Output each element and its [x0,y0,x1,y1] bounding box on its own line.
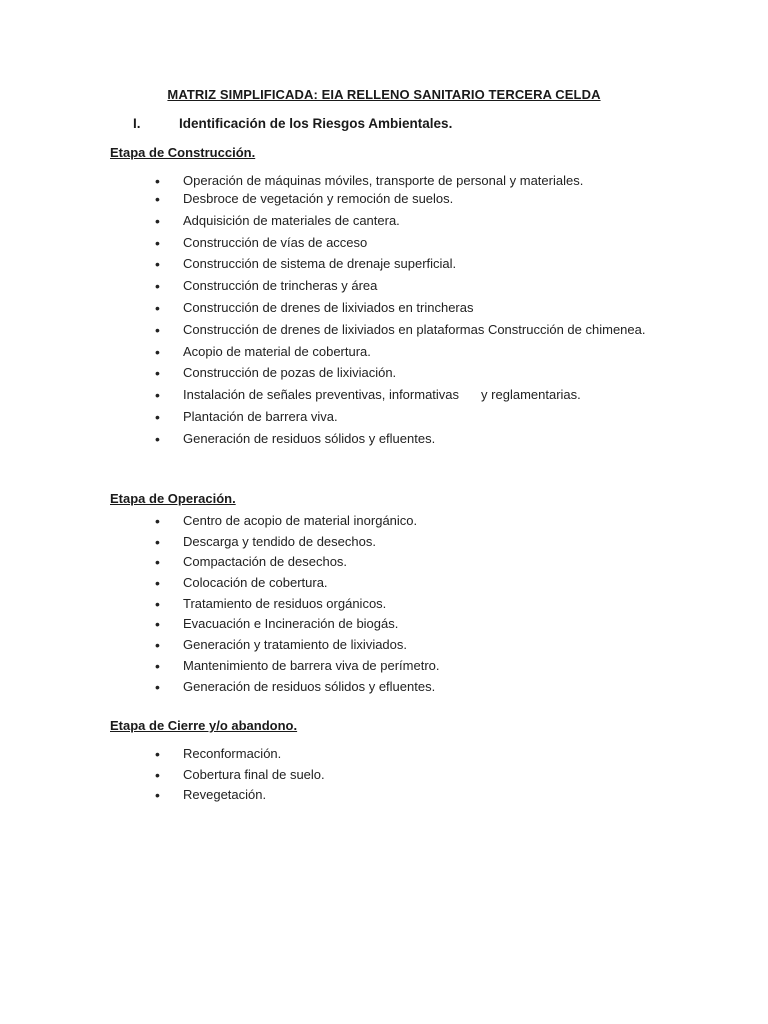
list-item [153,212,653,230]
section-title: Identificación de los Riesgos Ambientales. [179,116,453,131]
bullet-icon: • [155,234,160,251]
list-item [153,234,653,252]
list-item [153,512,653,530]
bullet-icon: • [155,533,160,550]
stage-title-cierre: Etapa de Cierre y/o abandono. [110,718,298,733]
list-operacion [153,512,653,698]
list-item-text: Centro de acopio de material inorgánico. [183,513,418,528]
bullet-icon: • [155,212,160,229]
list-item [153,190,653,208]
list-item-text: Mantenimiento de barrera viva de perímetro. [183,657,440,673]
stage-title-construccion: Etapa de Construcción. [110,145,256,160]
section-heading [133,116,452,131]
list-item-text: Construcción de trincheras y área [183,278,378,294]
bullet-icon: • [155,387,160,404]
bullet-icon: • [155,256,160,273]
bullet-icon: • [155,595,160,612]
list-item [153,678,653,696]
list-item-text: Adquisición de materiales de cantera. [183,212,400,228]
bullet-icon: • [155,278,160,295]
list-construccion [153,172,653,452]
list-item [153,615,653,633]
list-item-text: Revegetación. [183,787,267,802]
bullet-icon: • [155,430,160,447]
list-item [153,595,653,613]
bullet-icon: • [155,575,160,592]
list-item-text: Acopio de material de cobertura. [183,343,371,359]
document-title: MATRIZ SIMPLIFICADA: EIA RELLENO SANITARIO TERCERA CELDA [167,87,601,102]
list-item [153,553,653,571]
bullet-icon: • [155,637,160,654]
list-item [153,255,653,273]
list-item-text: Generación de residuos sólidos y efluentes. [183,678,436,694]
list-item [153,430,653,448]
list-item-text: Construcción de sistema de drenaje superficial. [183,256,457,272]
bullet-icon: • [155,746,160,762]
list-item-text: Tratamiento de residuos orgánicos. [183,595,387,611]
list-item [153,766,653,784]
list-item-text: Plantación de barrera viva. [183,408,338,424]
list-item [153,299,653,317]
list-item [153,574,653,592]
list-item-text: Construcción de vías de acceso [183,234,368,250]
list-item-text: Reconformación. [183,746,282,761]
bullet-icon: • [155,657,160,674]
bullet-icon: • [155,321,160,338]
list-item-text: Desbroce de vegetación y remoción de suelos. [183,191,454,206]
list-item [153,786,653,804]
list-item-text: Construcción de drenes de lixiviados en plataformas Construcción de chimenea. [183,321,646,337]
list-item-text: Generación de residuos sólidos y efluentes. [183,430,436,446]
bullet-icon: • [155,191,160,207]
list-item [153,364,653,382]
bullet-icon: • [155,766,160,783]
section-number: I. [133,116,141,131]
bullet-icon: • [155,365,160,382]
list-item-text: Generación y tratamiento de lixiviados. [183,637,408,653]
list-item-text: Construcción de drenes de lixiviados en trincheras [183,299,474,315]
list-item-text: Instalación de señales preventivas, informativas [183,387,460,403]
list-item [153,386,653,404]
list-item [153,657,653,675]
list-item [153,321,653,339]
bullet-icon: • [155,554,160,571]
list-cierre [153,745,653,807]
list-item [153,172,653,190]
list-item-text: Operación de máquinas móviles, transporte de personal y materiales. [183,173,584,188]
list-item-text: Evacuación e Incineración de biogás. [183,616,399,632]
bullet-icon: • [155,787,160,803]
list-item [153,533,653,551]
bullet-icon: • [155,343,160,360]
list-item-text: Cobertura final de suelo. [183,766,325,782]
list-item-text: Descarga y tendido de desechos. [183,533,376,549]
list-item-text: Compactación de desechos. [183,554,348,570]
list-item [153,636,653,654]
bullet-icon: • [155,173,160,189]
list-item-text: Colocación de cobertura. [183,575,328,591]
bullet-icon: • [155,678,160,695]
bullet-icon: • [155,299,160,316]
list-item [153,343,653,361]
list-item [153,277,653,295]
bullet-icon: • [155,616,160,633]
stage-title-operacion: Etapa de Operación. [110,491,236,506]
list-item-text: Construcción de pozas de lixiviación. [183,365,397,381]
list-item [153,408,653,426]
bullet-icon: • [155,408,160,425]
bullet-icon: • [155,513,160,529]
list-item [153,745,653,763]
list-item-text-suffix: y reglamentarias. [481,387,581,403]
